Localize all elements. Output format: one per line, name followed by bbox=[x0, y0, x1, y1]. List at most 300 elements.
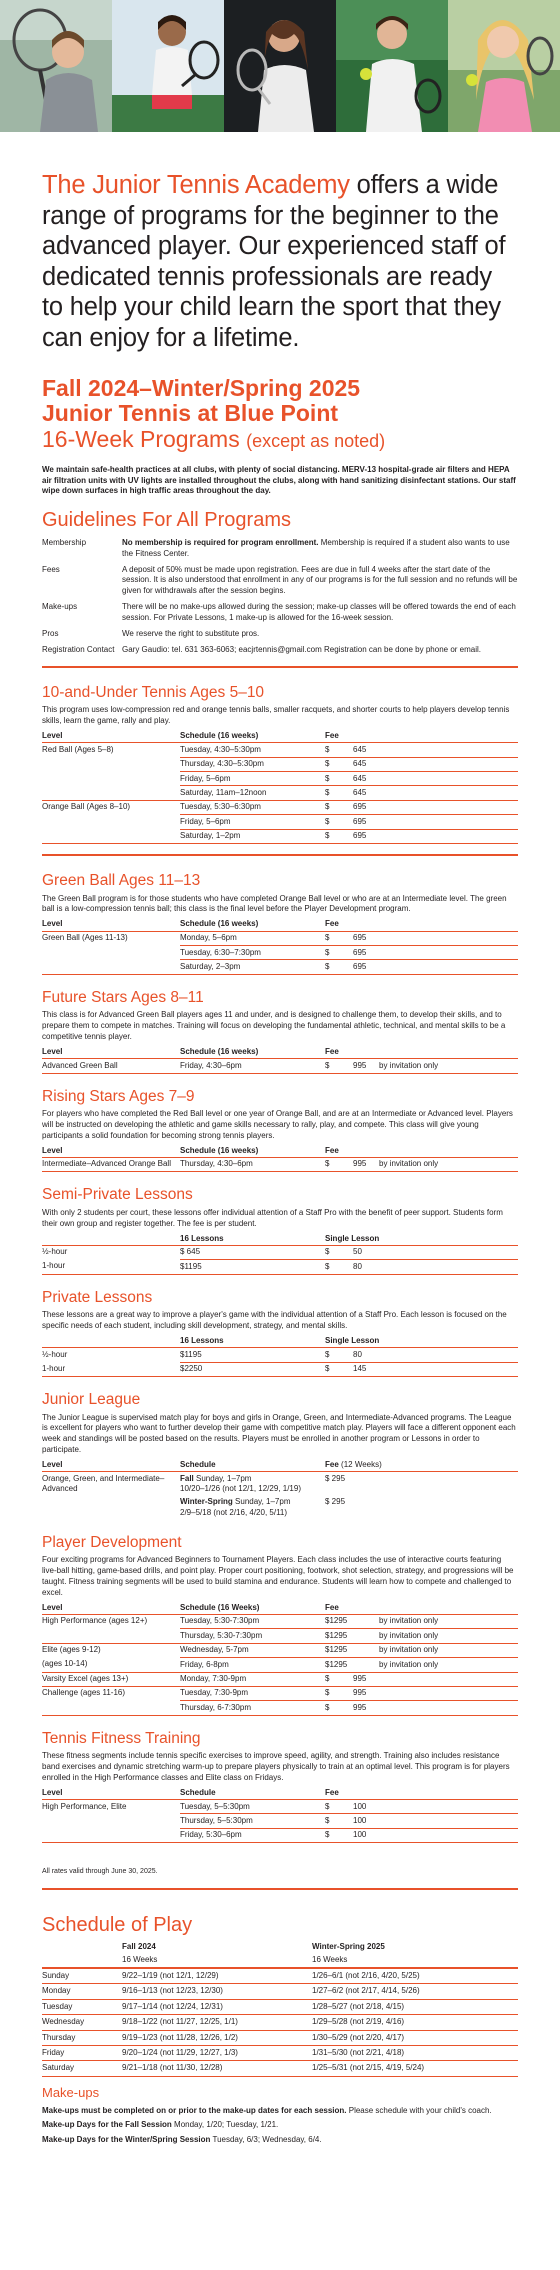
guideline-text: Gary Gaudio: tel. 631 363-6063; eacjrtennis@gmail.com Registration can be done by phone or email. bbox=[122, 645, 481, 655]
column-header: 16 Lessons bbox=[180, 1233, 325, 1246]
table-cell: 16 Weeks bbox=[312, 1954, 348, 1964]
table-cell: $1295 bbox=[325, 1629, 353, 1643]
table-cell: 9/19–1/23 (not 11/28, 12/26, 1/2) bbox=[122, 2030, 312, 2045]
table-cell bbox=[379, 960, 518, 974]
table-cell: by invitation only bbox=[379, 1658, 518, 1672]
table-row bbox=[42, 1701, 518, 1715]
table-cell: Varsity Excel (ages 13+) bbox=[42, 1672, 180, 1686]
divider bbox=[42, 1888, 518, 1890]
program-title: Tennis Fitness Training bbox=[42, 1729, 201, 1747]
photo-girl-swinging bbox=[112, 0, 224, 132]
table-cell: 645 bbox=[353, 757, 379, 771]
table-cell: 1/26–6/1 (not 2/16, 4/20, 5/25) bbox=[312, 1968, 518, 1984]
table-cell: 1/25–5/31 (not 2/15, 4/19, 5/24) bbox=[312, 2061, 518, 2076]
table-cell: Tuesday, 5:30-7:30pm bbox=[180, 1614, 325, 1628]
table-cell: Tuesday, 4:30–5:30pm bbox=[180, 743, 325, 757]
table-cell: 1/28–5/27 (not 2/18, 4/15) bbox=[312, 1999, 518, 2014]
table-cell: Tuesday, 5–5:30pm bbox=[180, 1800, 325, 1814]
table-cell: 1/31–5/30 (not 2/21, 4/18) bbox=[312, 2046, 518, 2061]
column-header: Level bbox=[42, 1145, 180, 1158]
table-cell: 9/20–1/24 (not 11/29, 12/27, 1/3) bbox=[122, 2046, 312, 2061]
column-header: Level bbox=[42, 1046, 180, 1059]
table-cell: $ bbox=[325, 1362, 353, 1376]
table-cell: ½-hour bbox=[42, 1349, 68, 1359]
table-row bbox=[42, 829, 518, 843]
program-description: With only 2 students per court, these lessons offer individual attention of a Staff Pro with the benefit of peer support. Students form their own group and register together. The fee is per student. bbox=[42, 1207, 503, 1228]
table-row bbox=[42, 960, 518, 974]
table-cell: Thursday, 4:30–5:30pm bbox=[180, 757, 325, 771]
column-header: Fee (12 Weeks) bbox=[325, 1459, 518, 1472]
header-row bbox=[42, 918, 518, 931]
table-row bbox=[42, 1672, 518, 1686]
program-description: These lessons are a great way to improve a player's game with the individual attention of a Staff Pro. Each lesson is focused on the specific needs of each student, including skill development, strategy, and mental skills. bbox=[42, 1310, 507, 1331]
table-cell: $ bbox=[325, 1245, 353, 1259]
table-cell: 50 bbox=[353, 1245, 379, 1259]
table-row bbox=[42, 1059, 518, 1073]
table-cell: Tuesday, 7:30-9pm bbox=[180, 1686, 325, 1700]
guidelines-list bbox=[42, 538, 518, 656]
program-semi-private bbox=[42, 1186, 518, 1274]
table-cell: Monday bbox=[42, 1984, 122, 1999]
table-cell: by invitation only bbox=[379, 1643, 518, 1657]
table-cell: 1-hour bbox=[42, 1260, 180, 1274]
program-table bbox=[42, 918, 518, 975]
program-green-ball bbox=[42, 872, 518, 975]
column-header: Fee bbox=[325, 918, 518, 931]
table-cell bbox=[42, 1953, 122, 1968]
table-cell: Thursday, 6-7:30pm bbox=[180, 1701, 325, 1715]
column-header: Level bbox=[42, 730, 180, 743]
guideline-row bbox=[42, 645, 518, 655]
table-cell bbox=[379, 786, 518, 800]
table-cell: Friday bbox=[42, 2046, 122, 2061]
guideline-key: Pros bbox=[42, 628, 59, 638]
table-cell bbox=[353, 1658, 379, 1672]
table-cell: Fall Sunday, 1–7pm 10/20–1/26 (not 12/1, 12/29, 1/19) bbox=[180, 1473, 301, 1494]
program-title: Junior League bbox=[42, 1391, 141, 1409]
table-row bbox=[42, 1260, 518, 1274]
table-cell: Advanced Green Ball bbox=[42, 1059, 180, 1073]
table-cell: 995 bbox=[353, 1157, 379, 1171]
table-cell: $ bbox=[325, 960, 353, 974]
schedule-title: Schedule of Play bbox=[42, 1914, 193, 1937]
table-cell: Challenge (ages 11-16) bbox=[42, 1688, 126, 1698]
table-cell: $ bbox=[325, 786, 353, 800]
table-cell: 995 bbox=[353, 1686, 379, 1700]
column-header: Schedule (16 weeks) bbox=[180, 730, 325, 743]
column-header: 16 Lessons bbox=[180, 1335, 325, 1348]
table-cell: Friday, 5–6pm bbox=[180, 815, 325, 829]
season-line3-note: (except as noted) bbox=[246, 431, 386, 452]
table-cell bbox=[379, 1672, 518, 1686]
table-cell: Thursday, 5:30-7:30pm bbox=[180, 1629, 325, 1643]
table-cell bbox=[353, 1614, 379, 1628]
table-cell: Tuesday, 6:30–7:30pm bbox=[180, 946, 325, 960]
table-row bbox=[42, 1157, 518, 1171]
guideline-key: Registration Contact bbox=[42, 645, 115, 655]
intro-paragraph bbox=[42, 170, 518, 354]
schedule-row bbox=[42, 1999, 518, 2014]
table-cell: by invitation only bbox=[379, 1629, 518, 1643]
table-cell bbox=[379, 931, 518, 945]
table-cell: Thursday, 5–5:30pm bbox=[180, 1814, 325, 1828]
table-cell: 1/29–5/28 (not 2/19, 4/16) bbox=[312, 2015, 518, 2030]
table-cell: $ bbox=[325, 1059, 353, 1073]
column-header: Schedule (16 Weeks) bbox=[180, 1602, 325, 1615]
column-header: Level bbox=[42, 1459, 180, 1472]
table-cell: 645 bbox=[353, 772, 379, 786]
table-row bbox=[42, 1800, 518, 1814]
table-row bbox=[42, 946, 518, 960]
season-line2: Junior Tennis at Blue Point bbox=[42, 400, 339, 427]
makeups-winter-spring: Make-up Days for the Winter/Spring Session Tuesday, 6/3; Wednesday, 6/4. bbox=[42, 2134, 322, 2144]
program-table bbox=[42, 1233, 518, 1275]
column-header: Winter-Spring 2025 bbox=[312, 1942, 385, 1952]
table-cell bbox=[42, 772, 180, 786]
table-cell: 695 bbox=[353, 829, 379, 843]
table-cell: Thursday bbox=[42, 2030, 122, 2045]
table-cell: $ 295 bbox=[325, 1497, 346, 1507]
guideline-value bbox=[122, 538, 518, 559]
column-header: Schedule (16 weeks) bbox=[180, 1046, 325, 1059]
table-cell bbox=[379, 1348, 518, 1362]
table-cell: Wednesday, 5-7pm bbox=[180, 1643, 325, 1657]
photo-young-woman-with-racquet bbox=[224, 0, 336, 132]
guideline-row bbox=[42, 602, 518, 623]
column-header: Single Lesson bbox=[325, 1335, 518, 1348]
table-cell bbox=[42, 960, 180, 974]
table-row bbox=[42, 743, 518, 757]
table-cell: $ bbox=[325, 1701, 353, 1715]
table-row bbox=[42, 1643, 518, 1657]
program-fitness bbox=[42, 1730, 518, 1844]
program-title: Green Ball bbox=[42, 872, 116, 890]
table-cell bbox=[42, 829, 180, 843]
table-cell: by invitation only bbox=[379, 1614, 518, 1628]
program-description: This class is for Advanced Green Ball players ages 11 and under, and is designed to challenge them, to develop their skills, and to prepare them to compete in matches. Training will focus on developing the fundamental athletic, technical, and mental skills to be a competitive tennis player. bbox=[42, 1010, 506, 1041]
program-title: 10-and-Under Tennis bbox=[42, 683, 187, 701]
table-cell: $1295 bbox=[325, 1643, 353, 1657]
table-cell bbox=[379, 1828, 518, 1842]
program-table bbox=[42, 1145, 518, 1173]
makeups-fall: Make-up Days for the Fall Session Monday, 1/20; Tuesday, 1/21. bbox=[42, 2120, 279, 2130]
table-cell: $1195 bbox=[180, 1348, 325, 1362]
table-cell: Saturday, 2–3pm bbox=[180, 960, 325, 974]
table-cell: 645 bbox=[353, 786, 379, 800]
table-cell: High Performance, Elite bbox=[42, 1801, 127, 1811]
content bbox=[0, 170, 560, 2145]
table-cell bbox=[379, 1362, 518, 1376]
table-cell: 695 bbox=[353, 931, 379, 945]
table-cell bbox=[379, 757, 518, 771]
table-cell: Tuesday bbox=[42, 1999, 122, 2014]
intro-accent: The Junior Tennis Academy bbox=[42, 171, 350, 199]
schedule-row bbox=[42, 1968, 518, 1984]
table-cell: Friday, 5:30–6pm bbox=[180, 1828, 325, 1842]
program-rising-stars bbox=[42, 1088, 518, 1173]
schedule-row bbox=[42, 2061, 518, 2076]
column-header: Schedule (16 weeks) bbox=[180, 918, 325, 931]
table-cell: 100 bbox=[353, 1828, 379, 1842]
table-cell bbox=[353, 1643, 379, 1657]
season-line1: Fall 2024–Winter/Spring 2025 bbox=[42, 374, 361, 401]
season-line3: 16-Week Programs (except as noted) bbox=[42, 426, 386, 453]
table-row bbox=[42, 931, 518, 945]
table-cell: $ 295 bbox=[325, 1473, 346, 1483]
column-header: Fee bbox=[325, 1787, 518, 1800]
program-ten-under bbox=[42, 684, 518, 844]
table-cell: Saturday, 11am–12noon bbox=[180, 786, 325, 800]
table-cell: Wednesday bbox=[42, 2015, 122, 2030]
makeups-section bbox=[42, 2085, 518, 2145]
table-cell: $ 645 bbox=[180, 1245, 325, 1259]
table-cell: Intermediate–Advanced Orange Ball bbox=[42, 1157, 180, 1171]
table-cell: 9/16–1/13 (not 12/23, 12/30) bbox=[122, 1984, 312, 1999]
table-cell bbox=[379, 1814, 518, 1828]
photo-girl-smiling-with-racquet bbox=[448, 0, 560, 132]
table-row bbox=[42, 800, 518, 814]
table-cell bbox=[379, 1260, 518, 1274]
column-header bbox=[42, 1233, 180, 1246]
header-row bbox=[42, 730, 518, 743]
schedule-row bbox=[42, 2046, 518, 2061]
program-private bbox=[42, 1289, 518, 1377]
table-cell: $ bbox=[325, 1800, 353, 1814]
guideline-bold: No membership is required for program enrollment. bbox=[122, 538, 319, 548]
table-cell: 9/17–1/14 (not 12/24, 12/31) bbox=[122, 1999, 312, 2014]
table-row bbox=[42, 1614, 518, 1628]
program-table bbox=[42, 1459, 518, 1520]
program-title: Player Development bbox=[42, 1533, 182, 1551]
guidelines-title: Guidelines For All Programs bbox=[42, 509, 291, 532]
guideline-row bbox=[42, 538, 518, 559]
table-cell: 995 bbox=[353, 1059, 379, 1073]
table-cell bbox=[379, 829, 518, 843]
table-cell: Elite (ages 9-12) bbox=[42, 1645, 101, 1655]
table-cell: 100 bbox=[353, 1814, 379, 1828]
table-cell: $ bbox=[325, 1814, 353, 1828]
table-cell bbox=[42, 786, 180, 800]
header-row bbox=[42, 1602, 518, 1615]
program-title: Private Lessons bbox=[42, 1288, 153, 1306]
table-cell: 9/21–1/18 (not 11/30, 12/28) bbox=[122, 2061, 312, 2076]
table-cell: Thursday, 4:30–6pm bbox=[180, 1157, 325, 1171]
table-cell: Tuesday, 5:30–6:30pm bbox=[180, 800, 325, 814]
table-cell: 1/30–5/29 (not 2/20, 4/17) bbox=[312, 2030, 518, 2045]
table-row bbox=[42, 815, 518, 829]
hero-photo-strip bbox=[0, 0, 560, 132]
column-header: Fee bbox=[325, 730, 518, 743]
program-table bbox=[42, 1787, 518, 1844]
makeups-text: Make-ups must be completed on or prior to the make-up dates for each session. Please schedule with your child's coach. bbox=[42, 2105, 492, 2115]
column-header bbox=[42, 1942, 122, 1952]
program-table bbox=[42, 730, 518, 844]
schedule-row bbox=[42, 1984, 518, 1999]
program-ages: Ages 11–13 bbox=[118, 872, 201, 890]
column-header: Single Lesson bbox=[325, 1233, 518, 1246]
safety-note: We maintain safe-health practices at all clubs, with plenty of social distancing. MERV-13 hospital-grade air filters and HEPA air filtration units with UV lights are installed throughout the clubs, along with hand sanitizing disinfectant stations. Our staff wipe down surfaces in high traffic areas throughout the day. bbox=[42, 464, 516, 496]
program-description: For players who have completed the Red Ball level or one year of Orange Ball, and are at an Intermediate or Advanced level. Players will be instructed on developing the athletic and game skills necessary to rally, play, and compete. This class will give young participants a solid foundation for becoming strong tennis players. bbox=[42, 1109, 513, 1140]
table-cell bbox=[42, 1701, 180, 1715]
table-cell: 145 bbox=[353, 1362, 379, 1376]
program-future-stars bbox=[42, 989, 518, 1074]
guideline-value bbox=[122, 565, 518, 596]
table-cell: 1/27–6/2 (not 2/17, 4/14, 5/26) bbox=[312, 1984, 518, 1999]
table-cell: Monday, 5–6pm bbox=[180, 931, 325, 945]
guideline-row bbox=[42, 629, 518, 639]
schedule-row bbox=[42, 2030, 518, 2045]
table-cell: Friday, 6-8pm bbox=[180, 1658, 325, 1672]
column-header: Level bbox=[42, 1787, 180, 1800]
table-cell: Green Ball (Ages 11-13) bbox=[42, 933, 128, 943]
header-row bbox=[42, 1787, 518, 1800]
program-junior-league bbox=[42, 1391, 518, 1520]
table-cell: High Performance (ages 12+) bbox=[42, 1616, 148, 1626]
photo-boy-with-racquet bbox=[0, 0, 112, 132]
header-row bbox=[42, 1233, 518, 1246]
program-ages: Ages 8–11 bbox=[130, 988, 204, 1006]
table-cell: by invitation only bbox=[379, 1059, 518, 1073]
header-row bbox=[42, 1335, 518, 1348]
column-header bbox=[42, 1335, 180, 1348]
table-cell: $1295 bbox=[325, 1658, 353, 1672]
guideline-row bbox=[42, 565, 518, 596]
table-cell bbox=[379, 800, 518, 814]
table-cell: Monday, 7:30-9pm bbox=[180, 1672, 325, 1686]
table-cell: $ bbox=[325, 1157, 353, 1171]
table-row bbox=[42, 772, 518, 786]
table-cell: $ bbox=[325, 946, 353, 960]
table-row bbox=[42, 1245, 518, 1259]
program-title: Rising Stars bbox=[42, 1087, 126, 1105]
table-cell bbox=[42, 1629, 180, 1643]
table-row bbox=[42, 757, 518, 771]
divider bbox=[42, 666, 518, 668]
schedule-table bbox=[42, 1942, 518, 2077]
guideline-key: Make-ups bbox=[42, 602, 78, 612]
table-row bbox=[42, 1362, 518, 1376]
table-cell: Friday, 4:30–6pm bbox=[180, 1059, 325, 1073]
intro-text: offers a wide range of programs for the beginner to the advanced player. Our experienced staff of dedicated tennis professionals are ready to help your child learn the sport that they can enjoy for a lifetime. bbox=[42, 171, 506, 352]
column-header: Level bbox=[42, 918, 180, 931]
table-cell bbox=[42, 815, 180, 829]
table-cell: $1295 bbox=[325, 1614, 353, 1628]
schedule-row bbox=[42, 2015, 518, 2030]
column-header: Fee bbox=[325, 1145, 518, 1158]
guideline-key: Fees bbox=[42, 564, 60, 574]
table-cell: 995 bbox=[353, 1701, 379, 1715]
table-cell: Orange, Green, and Intermediate–Advanced bbox=[42, 1473, 165, 1494]
table-cell: $ bbox=[325, 757, 353, 771]
program-title: Semi-Private Lessons bbox=[42, 1186, 193, 1204]
column-header: Level bbox=[42, 1602, 180, 1615]
table-cell: 695 bbox=[353, 946, 379, 960]
table-cell: Saturday, 1–2pm bbox=[180, 829, 325, 843]
table-cell: ½-hour bbox=[42, 1247, 68, 1257]
table-cell: 80 bbox=[353, 1260, 379, 1274]
column-header: Fall 2024 bbox=[122, 1942, 156, 1952]
header-row bbox=[42, 1145, 518, 1158]
table-cell bbox=[42, 1828, 180, 1842]
program-table bbox=[42, 1335, 518, 1377]
table-cell: $ bbox=[325, 743, 353, 757]
table-cell bbox=[42, 946, 180, 960]
program-ages: Ages 7–9 bbox=[129, 1087, 195, 1105]
program-table bbox=[42, 1602, 518, 1716]
table-cell: Friday, 5–6pm bbox=[180, 772, 325, 786]
column-header: Schedule (16 weeks) bbox=[180, 1145, 325, 1158]
table-row bbox=[42, 786, 518, 800]
guideline-text: There will be no make-ups allowed during the session; make-up classes will be offered towards the end of each session. For Private Lessons, 1 make-up is allowed for the 16-week session. bbox=[122, 602, 516, 622]
table-cell: 100 bbox=[353, 1800, 379, 1814]
table-cell bbox=[379, 1701, 518, 1715]
table-cell: 645 bbox=[353, 743, 379, 757]
table-cell bbox=[379, 1800, 518, 1814]
table-cell: $2250 bbox=[180, 1362, 325, 1376]
program-description: The Green Ball program is for those students who have completed Orange Ball level or who are at an Intermediate level. The green ball is a low-compression tennis ball; this class is the final level before the Player Development program. bbox=[42, 893, 507, 914]
guideline-key: Membership bbox=[42, 538, 87, 548]
table-cell bbox=[379, 815, 518, 829]
table-cell: 695 bbox=[353, 815, 379, 829]
guideline-value bbox=[122, 629, 518, 639]
program-description: Four exciting programs for Advanced Beginners to Tournament Players. Each class includes the use of interactive courts featuring live-ball hitting, game-based drills, and point play. Proper court positioning, footwork, shot selection, strategy, and progressions will be taught. Fitness training segments will be used to build stamina and endurance. Students will learn how to compete and challenged to excel. bbox=[42, 1555, 514, 1597]
table-cell: 9/18–1/22 (not 11/27, 12/25, 1/1) bbox=[122, 2015, 312, 2030]
table-cell: 995 bbox=[353, 1672, 379, 1686]
table-cell: 695 bbox=[353, 960, 379, 974]
program-description: The Junior League is supervised match play for boys and girls in Orange, Green, and Intermediate-Advanced programs. The League is excellent for players who want to further develop their game with competitive match play. Players will face a different opponent each week and standings will be posted based on the results. Players must be enrolled in another program or Lessons in order to participate. bbox=[42, 1412, 516, 1455]
table-cell: $ bbox=[325, 1828, 353, 1842]
table-row bbox=[42, 1814, 518, 1828]
table-cell bbox=[379, 743, 518, 757]
column-header: Schedule bbox=[180, 1459, 325, 1472]
column-header: Fee bbox=[325, 1602, 518, 1615]
table-row bbox=[42, 1658, 518, 1672]
program-title: Future Stars bbox=[42, 988, 128, 1006]
rates-note: All rates valid through June 30, 2025. bbox=[42, 1868, 158, 1876]
table-cell bbox=[379, 1245, 518, 1259]
guideline-text: Membership is required if a student also wants to use the Fitness Center. bbox=[122, 538, 510, 558]
table-cell bbox=[379, 1686, 518, 1700]
table-cell bbox=[379, 946, 518, 960]
table-cell: $ bbox=[325, 829, 353, 843]
makeups-title: Make-ups bbox=[42, 2084, 100, 2100]
table-cell: Orange Ball (Ages 8–10) bbox=[42, 802, 131, 812]
table-cell bbox=[379, 772, 518, 786]
table-cell: Sunday bbox=[42, 1968, 122, 1984]
table-cell: 16 Weeks bbox=[122, 1954, 158, 1964]
photo-teen-boy-with-ball bbox=[336, 0, 448, 132]
table-cell: 695 bbox=[353, 800, 379, 814]
table-cell: (ages 10-14) bbox=[42, 1658, 180, 1672]
table-cell: $ bbox=[325, 815, 353, 829]
table-cell bbox=[42, 1814, 180, 1828]
table-cell: $ bbox=[325, 772, 353, 786]
guideline-value bbox=[122, 645, 518, 655]
table-cell: $ bbox=[325, 931, 353, 945]
column-header: Schedule bbox=[180, 1787, 325, 1800]
table-cell: $ bbox=[325, 800, 353, 814]
table-cell: $1195 bbox=[180, 1260, 325, 1274]
table-row bbox=[42, 1629, 518, 1643]
guideline-text: We reserve the right to substitute pros. bbox=[122, 628, 260, 638]
table-cell: Red Ball (Ages 5–8) bbox=[42, 744, 114, 754]
table-cell: $ bbox=[325, 1672, 353, 1686]
guideline-value bbox=[122, 602, 518, 623]
program-description: This program uses low-compression red and orange tennis balls, smaller racquets, and shorter courts to help players develop tennis skills, learn the game, rally and play. bbox=[42, 705, 510, 726]
column-header: Fee bbox=[325, 1046, 518, 1059]
table-cell: Winter-Spring Sunday, 1–7pm 2/9–5/18 (not 2/16, 4/20, 5/11) bbox=[180, 1497, 291, 1517]
table-cell bbox=[353, 1629, 379, 1643]
